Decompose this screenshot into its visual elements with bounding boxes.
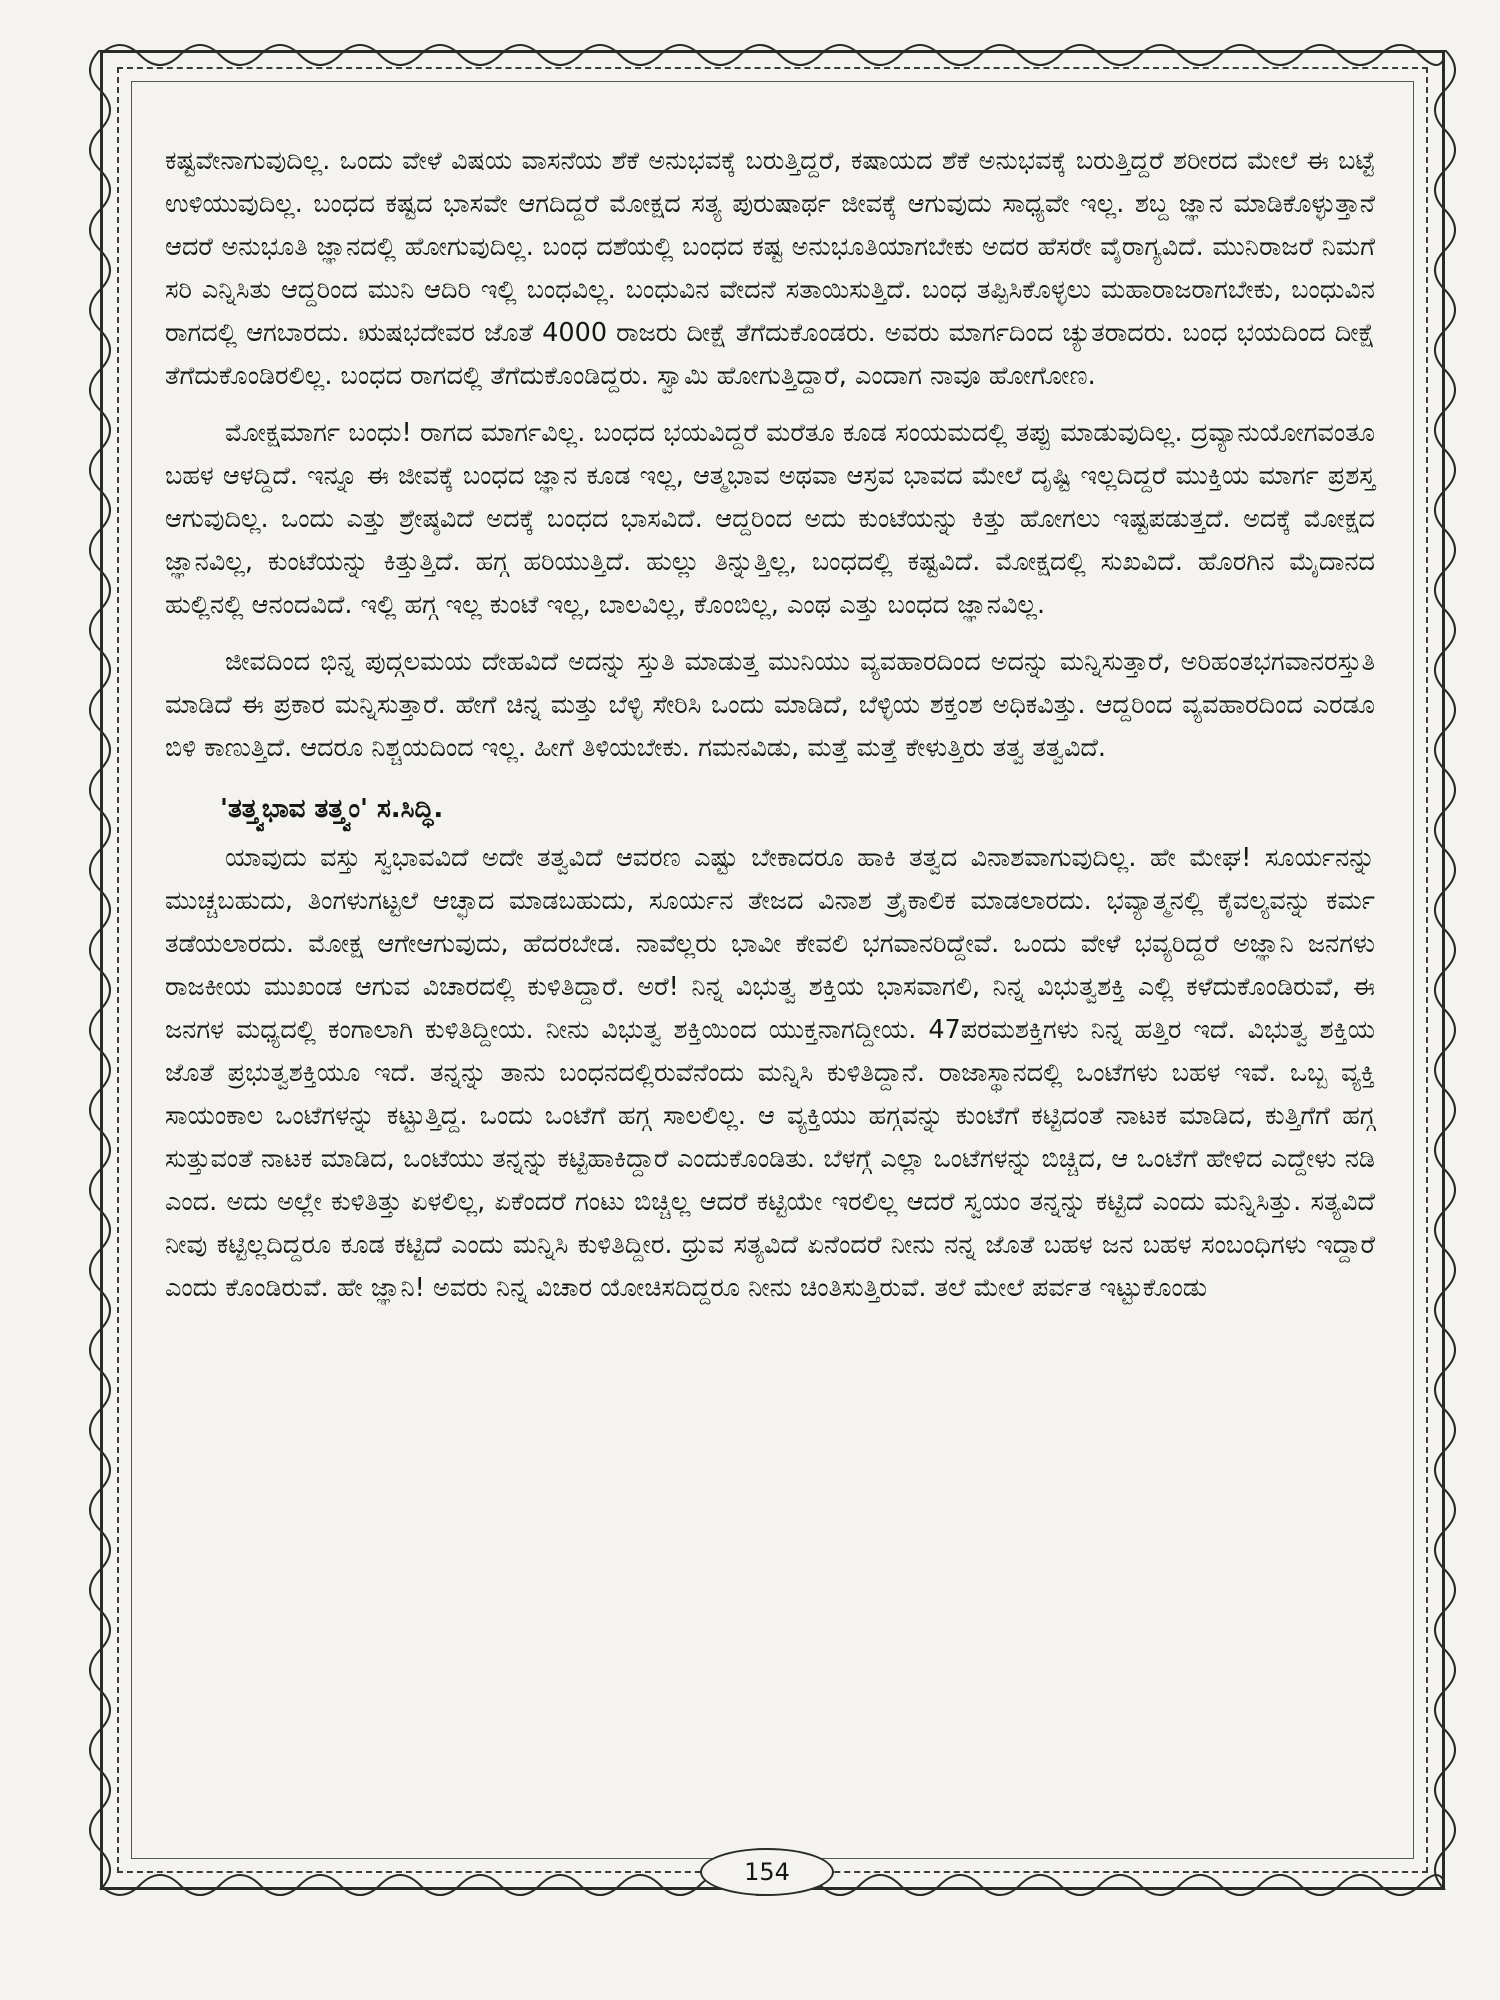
paragraph: ಕಷ್ಟವೇನಾಗುವುದಿಲ್ಲ. ಒಂದು ವೇಳೆ ವಿಷಯ ವಾಸನೆಯ ಶೆಕೆ ಅನುಭವಕ್ಕೆ ಬರುತ್ತಿದ್ದರೆ, ಕಷಾಯದ ಶೆಕೆ ಅನುಭವಕ್ಕೆ ಬರುತ್ತಿದ್ದರೆ ಶರೀರದ ಮೇಲೆ ಈ ಬಟ್ಟೆ ಉಳಿಯುವುದಿಲ್ಲ. ಬಂಧದ ಕಷ್ಟದ ಭಾಸವೇ ಆಗದಿದ್ದರೆ ಮೋಕ್ಷದ ಸತ್ಯ ಪುರುಷಾರ್ಥ ಜೀವಕ್ಕೆ ಆಗುವುದು ಸಾಧ್ಯವೇ ಇಲ್ಲ. ಶಬ್ದ ಜ್ಞಾನ ಮಾಡಿಕೊಳ್ಳುತ್ತಾನೆ ಆದರೆ ಅನುಭೂತಿ ಜ್ಞಾನದಲ್ಲಿ ಹೋಗುವುದಿಲ್ಲ. ಬಂಧ ದಶೆಯಲ್ಲಿ ಬಂಧದ ಕಷ್ಟ ಅನುಭೂತಿಯಾಗಬೇಕು ಅದರ ಹೆಸರೇ ವೈರಾಗ್ಯವಿದೆ. ಮುನಿರಾಜರೆ ನಿಮಗೆ ಸರಿ ಎನ್ನಿಸಿತು ಆದ್ದರಿಂದ ಮುನಿ ಆದಿರಿ ಇಲ್ಲಿ ಬಂಧವಿಲ್ಲ. ಬಂಧುವಿನ ವೇದನೆ ಸತಾಯಿಸುತ್ತಿದೆ. ಬಂಧ ತಪ್ಪಿಸಿಕೊಳ್ಳಲು ಮಹಾರಾಜರಾಗಬೇಕು, ಬಂಧುವಿನ ರಾಗದಲ್ಲಿ ಆಗಬಾರದು. ಋಷಭದೇವರ ಜೊತೆ 4000 ರಾಜರು ದೀಕ್ಷೆ ತೆಗೆದುಕೊಂಡರು. ಅವರು ಮಾರ್ಗದಿಂದ ಚ್ಯುತರಾದರು. ಬಂಧ ಭಯದಿಂದ ದೀಕ್ಷೆ ತೆಗೆದುಕೊಂಡಿರಲಿಲ್ಲ. ಬಂಧದ ರಾಗದಲ್ಲಿ ತೆಗೆದುಕೊಂಡಿದ್ದರು. ಸ್ವಾಮಿ ಹೋಗುತ್ತಿದ್ದಾರೆ, ಎಂದಾಗ ನಾವೂ ಹೋಗೋಣ. — [165, 146, 1375, 391]
section-heading: 'ತತ್ತ್ವಭಾವ ತತ್ತ್ವಂ' ಸ.ಸಿದ್ಧಿ. — [220, 794, 444, 824]
paragraph: ಯಾವುದು ವಸ್ತು ಸ್ವಭಾವವಿದೆ ಅದೇ ತತ್ವವಿದೆ ಆವರಣ ಎಷ್ಟು ಬೇಕಾದರೂ ಹಾಕಿ ತತ್ವದ ವಿನಾಶವಾಗುವುದಿಲ್ಲ. ಹೇ ಮೇಘ! ಸೂರ್ಯನನ್ನು ಮುಚ್ಚಬಹುದು, ತಿಂಗಳುಗಟ್ಟಲೆ ಆಚ್ಛಾದ ಮಾಡಬಹುದು, ಸೂರ್ಯನ ತೇಜದ ವಿನಾಶ ತ್ರೈಕಾಲಿಕ ಮಾಡಲಾರದು. ಭವ್ಯಾತ್ಮನಲ್ಲಿ ಕೈವಲ್ಯವನ್ನು ಕರ್ಮ ತಡೆಯಲಾರದು. ಮೋಕ್ಷ ಆಗೇಆಗುವುದು, ಹೆದರಬೇಡ. ನಾವೆಲ್ಲರು ಭಾವೀ ಕೇವಲಿ ಭಗವಾನರಿದ್ದೇವೆ. ಒಂದು ವೇಳೆ ಭವ್ಯರಿದ್ದರೆ ಅಜ್ಞಾನಿ ಜನಗಳು ರಾಜಕೀಯ ಮುಖಂಡ ಆಗುವ ವಿಚಾರದಲ್ಲಿ ಕುಳಿತಿದ್ದಾರೆ. ಅರೆ! ನಿನ್ನ ವಿಭುತ್ವ ಶಕ್ತಿಯ ಭಾಸವಾಗಲಿ, ನಿನ್ನ ವಿಭುತ್ವಶಕ್ತಿ ಎಲ್ಲಿ ಕಳೆದುಕೊಂಡಿರುವೆ, ಈ ಜನಗಳ ಮಧ್ಯದಲ್ಲಿ ಕಂಗಾಲಾಗಿ ಕುಳಿತಿದ್ದೀಯ. ನೀನು ವಿಭುತ್ವ ಶಕ್ತಿಯಿಂದ ಯುಕ್ತನಾಗದ್ದೀಯ. 47ಪರಮಶಕ್ತಿಗಳು ನಿನ್ನ ಹತ್ತಿರ ಇದೆ. ವಿಭುತ್ವ ಶಕ್ತಿಯ ಜೊತೆ ಪ್ರಭುತ್ವಶಕ್ತಿಯೂ ಇದೆ. ತನ್ನನ್ನು ತಾನು ಬಂಧನದಲ್ಲಿರುವೆನೆಂದು ಮನ್ನಿಸಿ ಕುಳಿತಿದ್ದಾನೆ. ರಾಜಾಸ್ಥಾನದಲ್ಲಿ ಒಂಟೆಗಳು ಬಹಳ ಇವೆ. ಒಬ್ಬ ವ್ಯಕ್ತಿ ಸಾಯಂಕಾಲ ಒಂಟೆಗಳನ್ನು ಕಟ್ಟುತ್ತಿದ್ದ. ಒಂದು ಒಂಟೆಗೆ ಹಗ್ಗ ಸಾಲಲಿಲ್ಲ. ಆ ವ್ಯಕ್ತಿಯು ಹಗ್ಗವನ್ನು ಕುಂಟೆಗೆ ಕಟ್ಟಿದಂತೆ ನಾಟಕ ಮಾಡಿದ, ಕುತ್ತಿಗೆಗೆ ಹಗ್ಗ ಸುತ್ತುವಂತೆ ನಾಟಕ ಮಾಡಿದ, ಒಂಟೆಯು ತನ್ನನ್ನು ಕಟ್ಟಿಹಾಕಿದ್ದಾರೆ ಎಂದುಕೊಂಡಿತು. ಬೆಳಗ್ಗೆ ಎಲ್ಲಾ ಒಂಟೆಗಳನ್ನು ಬಿಚ್ಚಿದ, ಆ ಒಂಟೆಗೆ ಹೇಳಿದ ಎದ್ದೇಳು ನಡಿ ಎಂದ. ಅದು ಅಲ್ಲೇ ಕುಳಿತಿತ್ತು ಏಳಲಿಲ್ಲ, ಏಕೆಂದರೆ ಗಂಟು ಬಿಚ್ಚಿಲ್ಲ ಆದರೆ ಕಟ್ಟಿಯೇ ಇರಲಿಲ್ಲ ಆದರೆ ಸ್ವಯಂ ತನ್ನನ್ನು ಕಟ್ಟಿದೆ ಎಂದು ಮನ್ನಿಸಿತ್ತು. ಸತ್ಯವಿದೆ ನೀವು ಕಟ್ಟಿಲ್ಲದಿದ್ದರೂ ಕೂಡ ಕಟ್ಟಿದೆ ಎಂದು ಮನ್ನಿಸಿ ಕುಳಿತಿದ್ದೀರ. ಧ್ರುವ ಸತ್ಯವಿದೆ ಏನೆಂದರೆ ನೀನು ನನ್ನ ಜೊತೆ ಬಹಳ ಜನ ಬಹಳ ಸಂಬಂಧಿಗಳು ಇದ್ದಾರೆ ಎಂದು ಕೊಂಡಿರುವೆ. ಹೇ ಜ್ಞಾನಿ! ಅವರು ನಿನ್ನ ವಿಚಾರ ಯೋಚಿಸದಿದ್ದರೂ ನೀನು ಚಿಂತಿಸುತ್ತಿರುವೆ. ತಲೆ ಮೇಲೆ ಪರ್ವತ ಇಟ್ಟುಕೊಂಡು — [165, 843, 1375, 1303]
page-number-text: 154 — [744, 1858, 790, 1886]
paragraph: ಜೀವದಿಂದ ಭಿನ್ನ ಪುದ್ಗಲಮಯ ದೇಹವಿದೆ ಅದನ್ನು ಸ್ತುತಿ ಮಾಡುತ್ತ ಮುನಿಯು ವ್ಯವಹಾರದಿಂದ ಅದನ್ನು ಮನ್ನಿಸುತ್ತಾರೆ, ಅರಿಹಂತಭಗವಾನರಸ್ತುತಿ ಮಾಡಿದೆ ಈ ಪ್ರಕಾರ ಮನ್ನಿಸುತ್ತಾರೆ. ಹೇಗೆ ಚಿನ್ನ ಮತ್ತು ಬೆಳ್ಳಿ ಸೇರಿಸಿ ಒಂದು ಮಾಡಿದೆ, ಬೆಳ್ಳಿಯ ಶಕ್ತಂಶ ಅಧಿಕವಿತ್ತು. ಆದ್ದರಿಂದ ವ್ಯವಹಾರದಿಂದ ಎರಡೂ ಬಿಳಿ ಕಾಣುತ್ತಿದೆ. ಆದರೂ ನಿಶ್ಚಯದಿಂದ ಇಲ್ಲ. ಹೀಗೆ ತಿಳಿಯಬೇಕು. ಗಮನವಿಡು, ಮತ್ತೆ ಮತ್ತೆ ಕೇಳುತ್ತಿರು ತತ್ವ ತತ್ವವಿದೆ. — [165, 647, 1375, 763]
page-body — [165, 140, 1375, 1324]
page-number — [700, 1848, 834, 1896]
paragraph: ಮೋಕ್ಷಮಾರ್ಗ ಬಂಧು! ರಾಗದ ಮಾರ್ಗವಿಲ್ಲ. ಬಂಧದ ಭಯವಿದ್ದರೆ ಮರೆತೂ ಕೂಡ ಸಂಯಮದಲ್ಲಿ ತಪ್ಪು ಮಾಡುವುದಿಲ್ಲ. ದ್ರವ್ಯಾನುಯೋಗವಂತೂ ಬಹಳ ಆಳದ್ದಿದೆ. ಇನ್ನೂ ಈ ಜೀವಕ್ಕೆ ಬಂಧದ ಜ್ಞಾನ ಕೂಡ ಇಲ್ಲ, ಆತ್ಮಭಾವ ಅಥವಾ ಆಸ್ರವ ಭಾವದ ಮೇಲೆ ದೃಷ್ಟಿ ಇಲ್ಲದಿದ್ದರೆ ಮುಕ್ತಿಯ ಮಾರ್ಗ ಪ್ರಶಸ್ತ ಆಗುವುದಿಲ್ಲ. ಒಂದು ಎತ್ತು ಶ್ರೇಷ್ಠವಿದೆ ಅದಕ್ಕೆ ಬಂಧದ ಭಾಸವಿದೆ. ಆದ್ದರಿಂದ ಅದು ಕುಂಟೆಯನ್ನು ಕಿತ್ತು ಹೋಗಲು ಇಷ್ಟಪಡುತ್ತದೆ. ಅದಕ್ಕೆ ಮೋಕ್ಷದ ಜ್ಞಾನವಿಲ್ಲ, ಕುಂಟೆಯನ್ನು ಕಿತ್ತುತ್ತಿದೆ. ಹಗ್ಗ ಹರಿಯುತ್ತಿದೆ. ಹುಲ್ಲು ತಿನ್ನುತ್ತಿಲ್ಲ, ಬಂಧದಲ್ಲಿ ಕಷ್ಟವಿದೆ. ಮೋಕ್ಷದಲ್ಲಿ ಸುಖವಿದೆ. ಹೊರಗಿನ ಮೈದಾನದ ಹುಲ್ಲಿನಲ್ಲಿ ಆನಂದವಿದೆ. ಇಲ್ಲಿ ಹಗ್ಗ ಇಲ್ಲ ಕುಂಟೆ ಇಲ್ಲ, ಬಾಲವಿಲ್ಲ, ಕೊಂಬಿಲ್ಲ, ಎಂಥ ಎತ್ತು ಬಂಧದ ಜ್ಞಾನವಿಲ್ಲ. — [165, 418, 1375, 620]
